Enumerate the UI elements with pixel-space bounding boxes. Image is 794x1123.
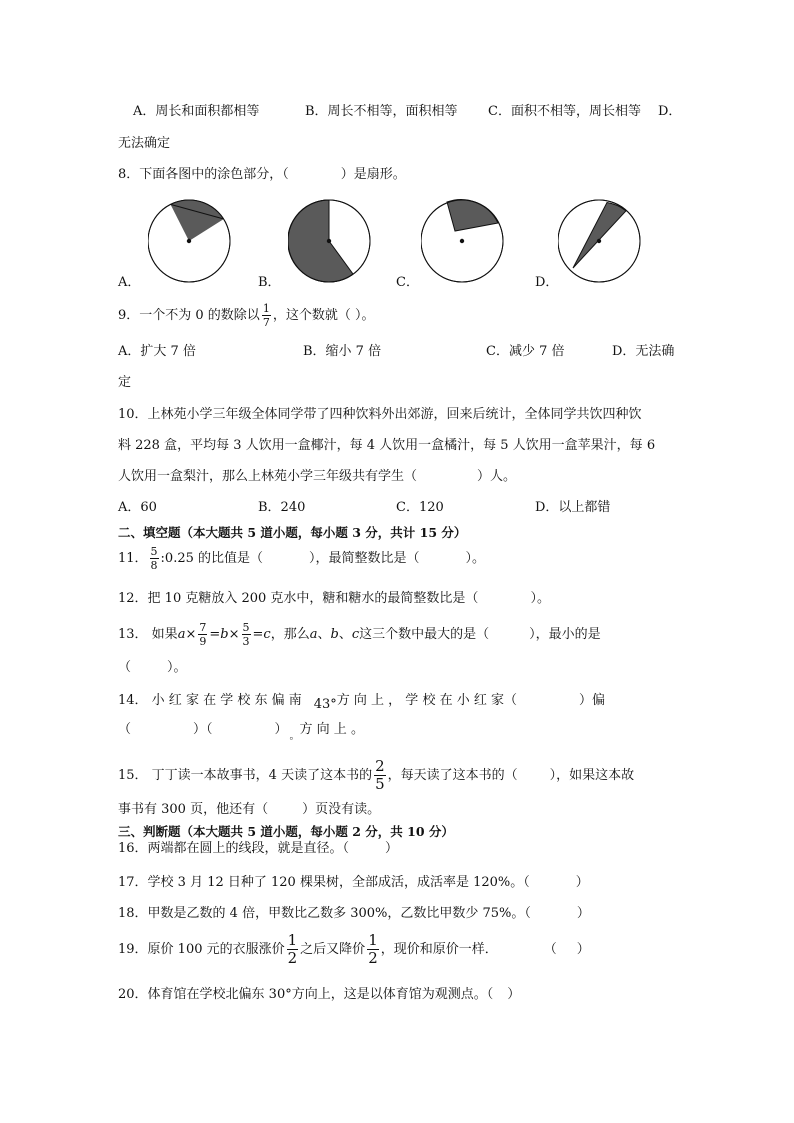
q10-option-a: A．60 (118, 500, 157, 515)
q14-line-2-mid: ）（ (193, 722, 213, 737)
q8-stem-end: ）是扇形。 (340, 167, 406, 182)
q15-line-2-start: 事书有 300 页，他还有（ (118, 802, 269, 817)
q11-fraction-denominator: 8 (150, 559, 158, 572)
q19-text-3: ，现价和原价一样． (380, 942, 498, 957)
q9-option-d-continued: 定 (118, 375, 132, 390)
q14-line-2-open: （ (118, 722, 132, 737)
q13-list-b: b (330, 627, 339, 642)
q13-var-a: a (177, 627, 186, 642)
q16-close: ） (385, 841, 399, 856)
q19-fraction-1 (287, 933, 299, 966)
q19-fraction-1-denominator: 2 (287, 949, 298, 967)
q14-line-2-end: 方 向 上 。 (299, 722, 364, 737)
q20-text: 20．体育馆在学校北偏东 30°方向上，这是以体育馆为观测点。（ (118, 987, 494, 1002)
q13-text-4: ），最小的是 (529, 627, 601, 642)
q8-figure-c (421, 198, 511, 288)
q13-times-1: × (185, 627, 197, 642)
section-3-heading: 三、判断题（本大题共 5 道小题，每小题 2 分，共 10 分） (118, 824, 454, 839)
q15-text-3: ），如果这本故 (549, 768, 635, 783)
q8-figure-a (148, 198, 238, 288)
q19-fraction-2 (367, 933, 379, 966)
q14-line-2-degree: 。 (289, 731, 300, 742)
q10-line-3-start: 人饮用一盒梨汁，那么上林苑小学三年级共有学生（ (118, 469, 418, 484)
q13-times-2: × (228, 627, 240, 642)
q8-figure-b-center-dot (327, 239, 331, 243)
q13-var-b: b (220, 627, 229, 642)
q14-angle: 43° (313, 697, 337, 712)
q7-option-a: A．周长和面积都相等 (133, 104, 260, 119)
q11-text-2: ），最简整数比是（ (309, 551, 420, 566)
q11-fraction (150, 546, 159, 571)
q8-stem (118, 166, 406, 184)
q15-line-2-end: ）页没有读。 (302, 802, 381, 817)
q13-sep-1: 、 (317, 627, 331, 642)
q11 (118, 546, 485, 572)
q10-option-d: D．以上都错 (535, 500, 611, 515)
q13-line-2 (118, 659, 187, 677)
q13-list-c: c (351, 627, 360, 642)
q18-text: 18．甲数是乙数的 4 倍，甲数比乙数多 300%，乙数比甲数少 75%。（ (118, 906, 531, 921)
q8-figure-d-center-dot (597, 239, 601, 243)
q13-line-2-close: ）。 (167, 660, 187, 675)
q13-text-3: 这三个数中最大的是（ (359, 627, 490, 642)
q10-line-2: 料 228 盒，平均每 3 人饮用一盒椰汁，每 4 人饮用一盒橘汁，每 5 人饮用一盒苹果汁，每 6 (118, 438, 656, 453)
q13-fraction-1 (198, 622, 207, 647)
q9-option-b: B．缩小 7 倍 (303, 344, 382, 359)
q13-equals-2: = (252, 627, 264, 642)
q13-fraction-2-numerator: 5 (242, 621, 250, 634)
q11-text-3: ）。 (465, 551, 486, 566)
q17 (118, 874, 589, 892)
q14-line-2-close: ） (274, 722, 288, 737)
q20-close: ） (507, 987, 521, 1002)
q16 (118, 840, 398, 858)
q10-line-1: 10．上林苑小学三年级全体同学带了四种饮料外出郊游，回来后统计，全体同学共饮四种饮 (118, 407, 642, 422)
q8-label-d: D． (535, 275, 559, 290)
q13-text-2: ，那么 (270, 627, 310, 642)
q12-text-1: 12．把 10 克糖放入 200 克水中，糖和糖水的最简整数比是（ (118, 591, 479, 606)
q19-fraction-2-numerator: 1 (368, 931, 378, 949)
q11-number: 11． (118, 551, 148, 566)
q8-label-c: C． (396, 275, 419, 290)
q17-close: ） (575, 875, 589, 890)
q9-option-a: A．扩大 7 倍 (118, 344, 196, 359)
q13-equals-1: = (209, 627, 221, 642)
q17-text: 17．学校 3 月 12 日种了 120 棵果树，全部成活，成活率是 120%。（ (118, 875, 530, 890)
q7-option-d-continued: 无法确定 (118, 136, 171, 151)
q18 (118, 905, 590, 923)
q14-text-3: ）偏 (578, 693, 605, 708)
q7-option-b: B．周长不相等，面积相等 (305, 104, 458, 119)
q9-stem-start: 9．一个不为 0 的数除以 (118, 308, 260, 323)
q13-sep-2: 、 (338, 627, 352, 642)
q8-label-a: A． (118, 275, 141, 290)
q8-figure-a-center-dot (187, 239, 191, 243)
q11-fraction-numerator: 5 (150, 545, 158, 558)
q13 (118, 620, 601, 650)
q9-fraction (262, 303, 271, 328)
q19-close: ） (576, 942, 590, 957)
q10-option-c: C．120 (396, 500, 444, 515)
q18-close: ） (576, 906, 590, 921)
q10-line-3 (118, 468, 516, 486)
q20 (118, 986, 520, 1004)
q12 (118, 590, 550, 608)
q15-fraction (374, 759, 386, 792)
q13-fraction-1-numerator: 7 (199, 621, 207, 634)
q14-text-1: 14． 小 红 家 在 学 校 东 偏 南 (118, 693, 302, 708)
q14-line-2 (118, 721, 364, 740)
q13-fraction-1-denominator: 9 (199, 635, 207, 648)
q15 (118, 759, 634, 792)
q9-stem-end: ，这个数就（ ）。 (272, 308, 375, 323)
q15-fraction-denominator: 5 (375, 775, 385, 793)
q14-text-2: 方 向 上 ， 学 校 在 小 红 家（ (336, 693, 517, 708)
q13-var-c: c (263, 627, 271, 642)
q11-text-1: :0.25 的比值是（ (160, 551, 264, 566)
q13-line-2-open: （ (118, 660, 132, 675)
q15-text-2: ，每天读了这本书的（ (387, 768, 518, 783)
q13-text-1: 13． 如果 (118, 627, 178, 642)
q9-option-d: D．无法确 (612, 344, 675, 359)
q19-fraction-2-denominator: 2 (368, 949, 378, 967)
q19-text-1: 19．原价 100 元的衣服涨价 (118, 942, 285, 957)
q7-option-c: C．面积不相等，周长相等 (488, 104, 641, 119)
q8-figure-d (558, 198, 648, 288)
q9-fraction-numerator: 1 (262, 302, 270, 315)
q9-option-c: C．减少 7 倍 (486, 344, 565, 359)
q15-line-2 (118, 801, 380, 819)
q14 (118, 692, 605, 710)
section-2-heading: 二、填空题（本大题共 5 道小题，每小题 3 分，共计 15 分） (118, 525, 467, 540)
q9-fraction-denominator: 7 (262, 316, 270, 329)
q15-text-1: 15． 丁丁读一本故事书，4 天读了这本书的 (118, 768, 373, 783)
q16-text: 16．两端都在圆上的线段，就是直径。（ (118, 841, 350, 856)
q10-option-b: B．240 (258, 500, 306, 515)
q9-stem (118, 303, 374, 329)
q19-open: （ (543, 942, 557, 957)
q15-fraction-numerator: 2 (375, 757, 385, 775)
q13-list-a: a (309, 627, 318, 642)
q8-figure-c-center-dot (460, 239, 464, 243)
q10-line-3-end: ）人。 (477, 469, 517, 484)
q7-option-d: D． (658, 104, 682, 119)
q19-text-2: 之后又降价 (300, 942, 366, 957)
q12-text-2: ）。 (530, 591, 550, 606)
q8-figure-b (288, 198, 378, 288)
q8-stem-start: 8．下面各图中的涂色部分，（ (118, 167, 289, 182)
q19 (118, 932, 590, 968)
q19-fraction-1-numerator: 1 (287, 931, 298, 949)
q13-fraction-2-denominator: 3 (242, 635, 250, 648)
q8-label-b: B． (258, 275, 281, 290)
q13-fraction-2 (242, 622, 251, 647)
